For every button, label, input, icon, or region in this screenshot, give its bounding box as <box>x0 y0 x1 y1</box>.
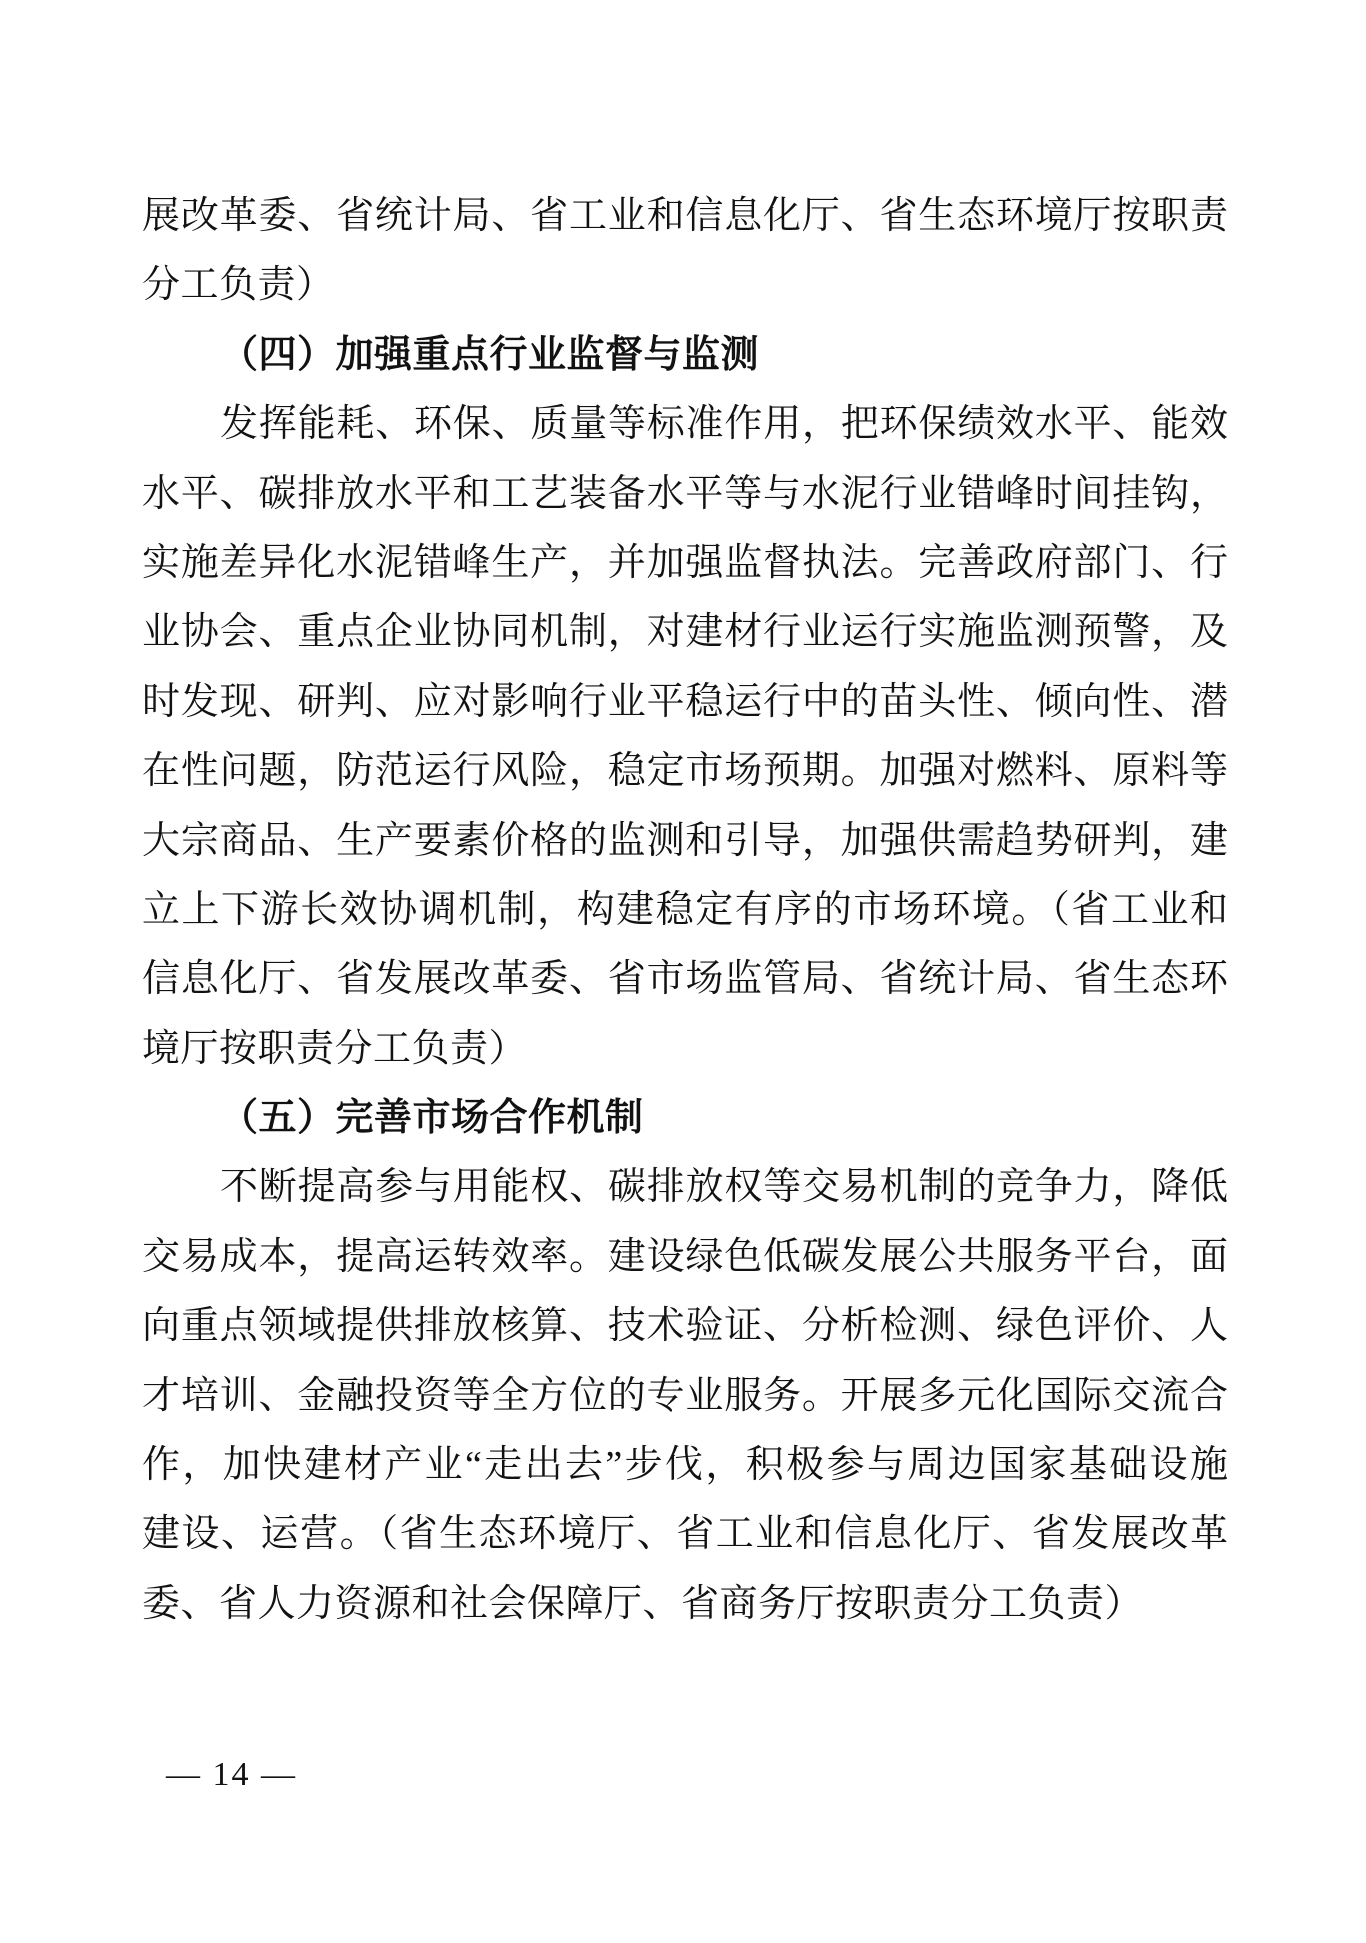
text-line: 业协会、重点企业协同机制，对建材行业运行实施监测预警，及 <box>142 611 1228 654</box>
text-line: 大宗商品、生产要素价格的监测和引导，加强供需趋势研判，建 <box>142 819 1228 862</box>
text-line: 立上下游长效协调机制，构建稳定有序的市场环境。（省工业和 <box>142 888 1228 931</box>
text-line: 展改革委、省统计局、省工业和信息化厅、省生态环境厅按职责 <box>142 195 1228 237</box>
text-line: 时发现、研判、应对影响行业平稳运行中的苗头性、倾向性、潜 <box>142 680 1228 723</box>
text-line: 向重点领域提供排放核算、技术验证、分析检测、绿色评价、人 <box>142 1305 1228 1348</box>
section-heading: （五）完善市场合作机制 <box>220 1097 644 1140</box>
text-line: 建设、运营。（省生态环境厅、省工业和信息化厅、省发展改革 <box>142 1513 1228 1556</box>
section-heading: （四）加强重点行业监督与监测 <box>220 333 760 376</box>
text-line: 才培训、金融投资等全方位的专业服务。开展多元化国际交流合 <box>142 1374 1228 1417</box>
text-line: 实施差异化水泥错峰生产，并加强监督执法。完善政府部门、行 <box>142 541 1228 584</box>
text-line: 水平、碳排放水平和工艺装备水平等与水泥行业错峰时间挂钩， <box>142 472 1228 515</box>
page-number: — 14 — <box>166 1756 297 1793</box>
text-line: 交易成本，提高运转效率。建设绿色低碳发展公共服务平台，面 <box>142 1235 1228 1278</box>
text-line: 发挥能耗、环保、质量等标准作用，把环保绩效水平、能效 <box>220 403 1228 446</box>
text-line: 分工负责） <box>142 264 335 307</box>
document-body <box>142 182 1228 1639</box>
text-line: 境厅按职责分工负责） <box>142 1027 528 1070</box>
text-line: 作，加快建材产业“走出去”步伐，积极参与周边国家基础设施 <box>142 1444 1228 1487</box>
text-line: 在性问题，防范运行风险，稳定市场预期。加强对燃料、原料等 <box>142 750 1228 793</box>
text-line: 不断提高参与用能权、碳排放权等交易机制的竞争力，降低 <box>220 1166 1228 1209</box>
text-line: 委、省人力资源和社会保障厅、省商务厅按职责分工负责） <box>142 1582 1144 1625</box>
text-line: 信息化厅、省发展改革委、省市场监管局、省统计局、省生态环 <box>142 958 1228 1001</box>
page-footer <box>166 1756 297 1794</box>
